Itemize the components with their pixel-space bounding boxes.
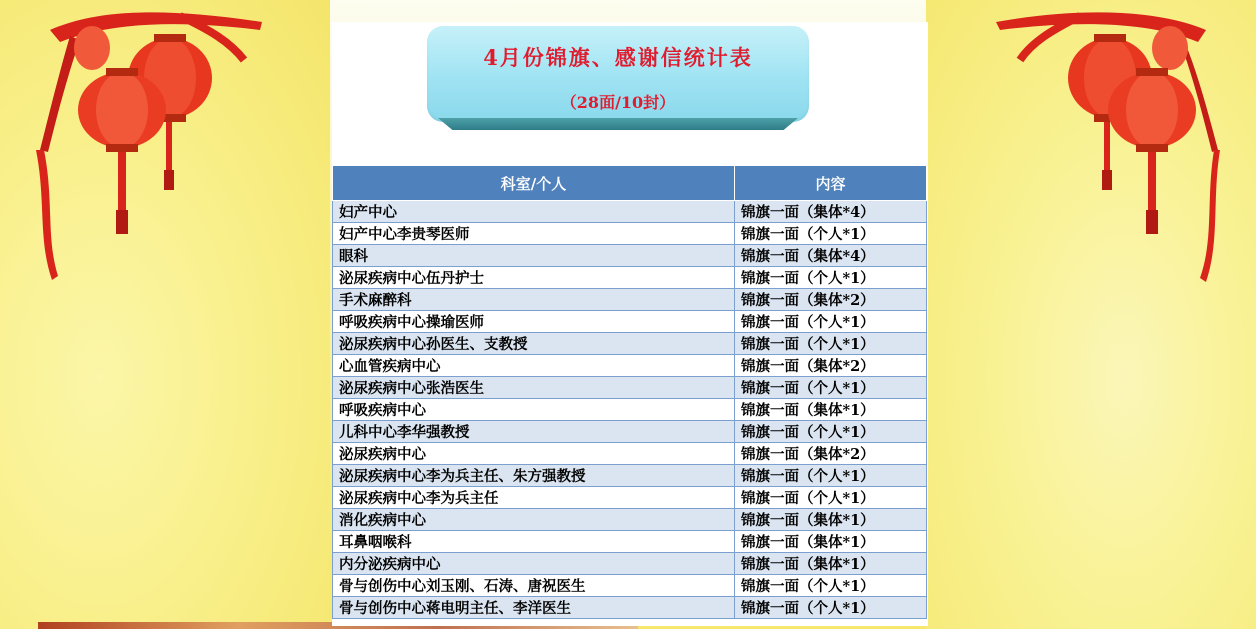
cell-content: 锦旗一面（集体*1） bbox=[735, 509, 927, 531]
stats-table bbox=[332, 165, 927, 619]
cell-content: 锦旗一面（集体*1） bbox=[735, 531, 927, 553]
table-row bbox=[333, 201, 927, 223]
table-row bbox=[333, 399, 927, 421]
cell-content: 锦旗一面（个人*1） bbox=[735, 311, 927, 333]
table-row bbox=[333, 487, 927, 509]
cell-department: 骨与创伤中心刘玉刚、石涛、唐祝医生 bbox=[333, 575, 735, 597]
page-title: 4月份锦旗、感谢信统计表 bbox=[483, 45, 753, 70]
cell-department: 儿科中心李华强教授 bbox=[333, 421, 735, 443]
cell-department: 内分泌疾病中心 bbox=[333, 553, 735, 575]
cell-department: 泌尿疾病中心张浩医生 bbox=[333, 377, 735, 399]
table-row bbox=[333, 289, 927, 311]
cell-content: 锦旗一面（集体*4） bbox=[735, 245, 927, 267]
header-content: 内容 bbox=[735, 166, 927, 201]
cell-content: 锦旗一面（个人*1） bbox=[735, 465, 927, 487]
title-box-bevel bbox=[438, 118, 798, 130]
cell-department: 心血管疾病中心 bbox=[333, 355, 735, 377]
lantern-icon-left bbox=[30, 0, 280, 290]
cell-content: 锦旗一面（个人*1） bbox=[735, 267, 927, 289]
table-row bbox=[333, 311, 927, 333]
cell-content: 锦旗一面（个人*1） bbox=[735, 487, 927, 509]
table-row bbox=[333, 575, 927, 597]
table-row bbox=[333, 553, 927, 575]
cell-department: 骨与创伤中心蒋电明主任、李洋医生 bbox=[333, 597, 735, 619]
cell-department: 泌尿疾病中心伍丹护士 bbox=[333, 267, 735, 289]
cell-department: 眼科 bbox=[333, 245, 735, 267]
table-row bbox=[333, 531, 927, 553]
cell-department: 妇产中心 bbox=[333, 201, 735, 223]
cell-department: 泌尿疾病中心孙医生、支教授 bbox=[333, 333, 735, 355]
table-row bbox=[333, 597, 927, 619]
cell-department: 呼吸疾病中心 bbox=[333, 399, 735, 421]
cell-content: 锦旗一面（集体*4） bbox=[735, 201, 927, 223]
page-subtitle: （28面/10封） bbox=[560, 93, 676, 112]
table-row bbox=[333, 355, 927, 377]
table-body bbox=[333, 201, 927, 619]
lantern-icon-right bbox=[984, 0, 1234, 290]
cell-content: 锦旗一面（集体*2） bbox=[735, 289, 927, 311]
table-row bbox=[333, 223, 927, 245]
table-header-row bbox=[333, 166, 927, 201]
cell-content: 锦旗一面（集体*1） bbox=[735, 553, 927, 575]
cell-content: 锦旗一面（集体*2） bbox=[735, 443, 927, 465]
cell-content: 锦旗一面（个人*1） bbox=[735, 377, 927, 399]
cell-content: 锦旗一面（集体*2） bbox=[735, 355, 927, 377]
cell-content: 锦旗一面（集体*1） bbox=[735, 399, 927, 421]
cell-department: 泌尿疾病中心李为兵主任 bbox=[333, 487, 735, 509]
table-row bbox=[333, 377, 927, 399]
cell-department: 呼吸疾病中心操瑜医师 bbox=[333, 311, 735, 333]
table-row bbox=[333, 509, 927, 531]
cell-department: 耳鼻咽喉科 bbox=[333, 531, 735, 553]
cell-content: 锦旗一面（个人*1） bbox=[735, 333, 927, 355]
cell-content: 锦旗一面（个人*1） bbox=[735, 575, 927, 597]
cell-content: 锦旗一面（个人*1） bbox=[735, 597, 927, 619]
table-row bbox=[333, 267, 927, 289]
table-row bbox=[333, 465, 927, 487]
header-department: 科室/个人 bbox=[333, 166, 735, 201]
cell-department: 手术麻醉科 bbox=[333, 289, 735, 311]
cell-content: 锦旗一面（个人*1） bbox=[735, 421, 927, 443]
table-row bbox=[333, 443, 927, 465]
cell-content: 锦旗一面（个人*1） bbox=[735, 223, 927, 245]
cell-department: 妇产中心李贵琴医师 bbox=[333, 223, 735, 245]
table-row bbox=[333, 421, 927, 443]
table-row bbox=[333, 333, 927, 355]
cell-department: 泌尿疾病中心 bbox=[333, 443, 735, 465]
cell-department: 泌尿疾病中心李为兵主任、朱方强教授 bbox=[333, 465, 735, 487]
cell-department: 消化疾病中心 bbox=[333, 509, 735, 531]
table-row bbox=[333, 245, 927, 267]
